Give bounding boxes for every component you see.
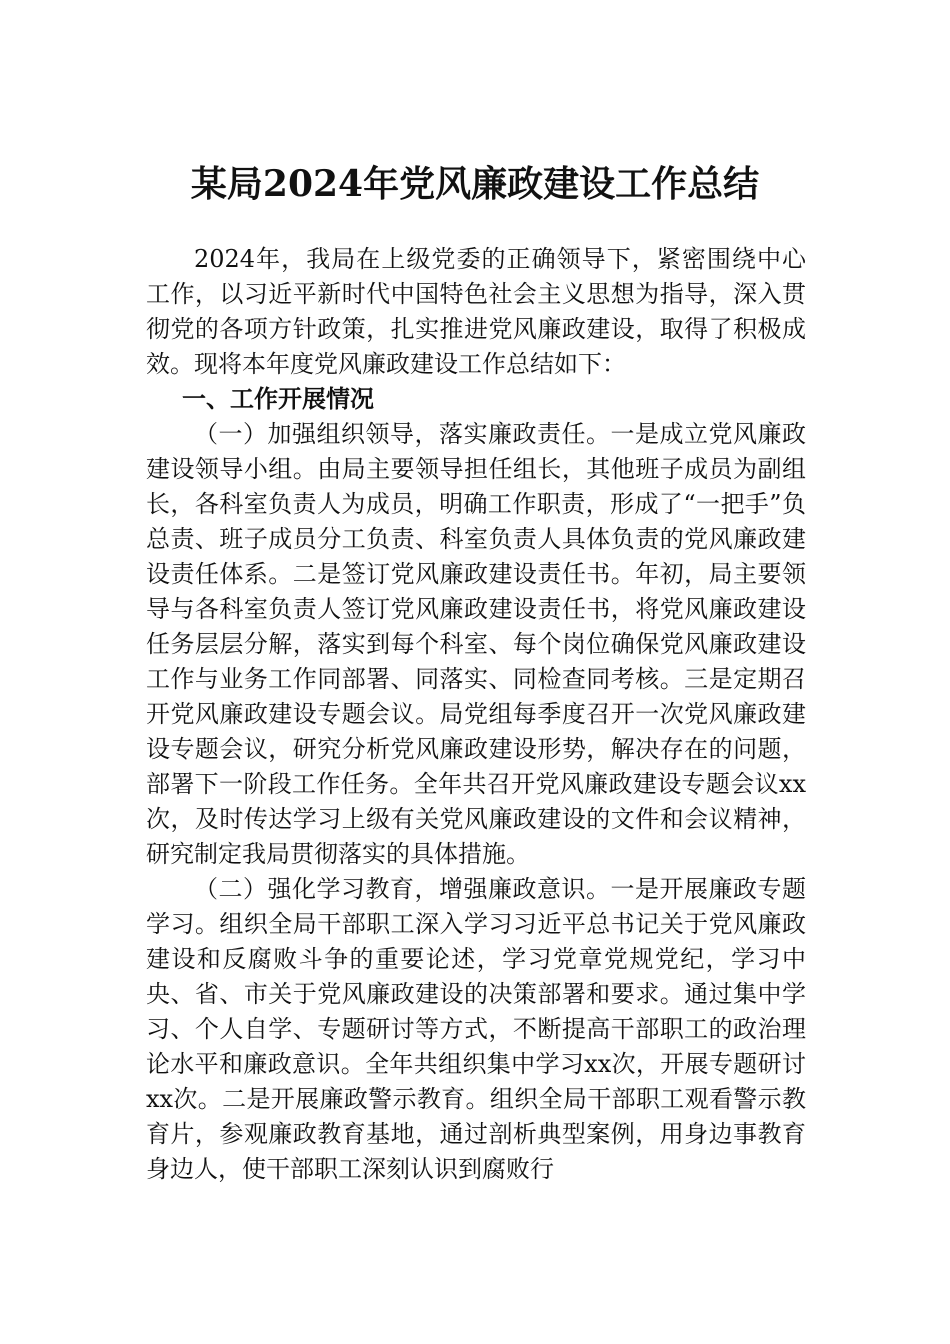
section-heading: 一、工作开展情况 xyxy=(182,385,374,413)
paragraph-education: （二）强化学习教育，增强廉政意识。一是开展廉政专题学习。组织全局干部职工深入学习习近平总书记关于党风廉政建设和反腐败斗争的重要论述，学习党章党规党纪，学习中央、省、市关于党风廉政建设的决策部署和要求。通过集中学习、个人自学、专题研讨等方式，不断提高干部职工的政治理论水平和廉政意识。全年共组织集中学习xx次，开展专题研讨xx次。二是开展廉政警示教育。组织全局干部职工观看警示教育片，参观廉政教育基地，通过剖析典型案例，用身边事教育身边人，使干部职工深刻认识到腐败行 xyxy=(146,875,806,1183)
intro-paragraph: 2024年，我局在上级党委的正确领导下，紧密围绕中心工作，以习近平新时代中国特色社会主义思想为指导，深入贯彻党的各项方针政策，扎实推进党风廉政建设，取得了积极成效。现将本年度党风廉政建设工作总结如下： xyxy=(146,245,806,378)
document-title: 某局2024年党风廉政建设工作总结 xyxy=(190,163,760,205)
paragraph-organization: （一）加强组织领导，落实廉政责任。一是成立党风廉政建设领导小组。由局主要领导担任组长，其他班子成员为副组长，各科室负责人为成员，明确工作职责，形成了“一把手”负总责、班子成员分工负责、科室负责人具体负责的党风廉政建设责任体系。二是签订党风廉政建设责任书。年初，局主要领导与各科室负责人签订党风廉政建设责任书，将党风廉政建设任务层层分解，落实到每个科室、每个岗位确保党风廉政建设工作与业务工作同部署、同落实、同检查同考核。三是定期召开党风廉政建设专题会议。局党组每季度召开一次党风廉政建设专题会议，研究分析党风廉政建设形势，解决存在的问题，部署下一阶段工作任务。全年共召开党风廉政建设专题会议xx次，及时传达学习上级有关党风廉政建设的文件和会议精神，研究制定我局贯彻落实的具体措施。 xyxy=(146,420,806,868)
document-body xyxy=(146,242,806,1187)
